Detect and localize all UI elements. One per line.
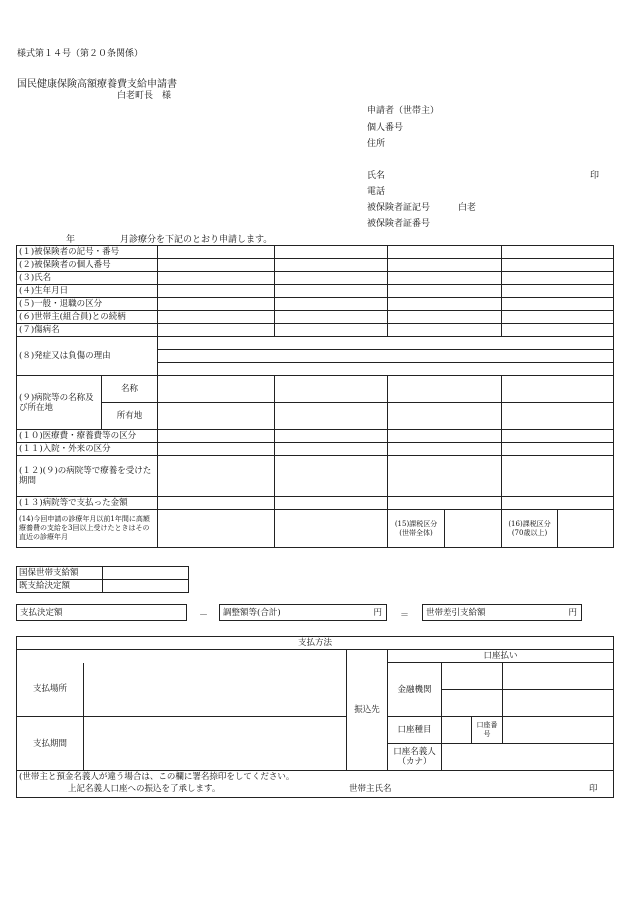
household-net-box[interactable] <box>422 604 582 621</box>
intro-text: 月診療分を下記のとおり申請します。 <box>120 235 273 245</box>
bank-label: 金融機関 <box>388 663 442 717</box>
account-holder-label: 口座名義人（カナ） <box>388 744 442 771</box>
row-label-amount-paid: (１３)病院等で支払った金額 <box>17 497 158 510</box>
account-type-label: 口座種目 <box>388 717 442 744</box>
payment-place-label: 支払場所 <box>17 663 84 717</box>
address-label: 住所 <box>367 139 386 149</box>
payment-decided-label: 支払決定額 <box>20 608 63 618</box>
already-decided-label: 既支給決定額 <box>17 580 103 593</box>
addressee: 白老町長 様 <box>117 91 172 101</box>
phone-label: 電話 <box>367 187 386 197</box>
household-amount-field[interactable] <box>103 567 189 580</box>
household-head-name-label: 世帯主氏名 <box>349 784 392 794</box>
payment-method-heading: 支払方法 <box>17 637 614 650</box>
personal-number-label: 個人番号 <box>367 123 404 133</box>
row-label-medical-category: (１０)医療費・療養費等の区分 <box>17 430 158 443</box>
household-net-yen: 円 <box>568 608 577 618</box>
bank-field-c[interactable] <box>442 690 503 717</box>
adjustment-yen: 円 <box>373 608 382 618</box>
account-number-field[interactable] <box>503 717 614 744</box>
payment-decided-box[interactable] <box>16 604 187 621</box>
row-label-insured-personal-no: (２)被保険者の個人番号 <box>17 259 158 272</box>
account-holder-field[interactable] <box>442 744 614 771</box>
payment-table <box>16 636 614 798</box>
row-label-relationship: (６)世帯主(組合員)との続柄 <box>17 311 158 324</box>
household-amount-label: 国保世帯支給額 <box>17 567 103 580</box>
tax-category-household-label: (15)課税区分(世帯全体) <box>388 510 445 548</box>
bank-field-b[interactable] <box>503 663 614 690</box>
transfer-to-label: 振込先 <box>347 650 388 771</box>
claim-table <box>16 245 614 548</box>
insurer-code-value: 白老 <box>458 203 477 213</box>
household-net-label: 世帯差引支給額 <box>426 608 486 618</box>
footer-seal-mark: 印 <box>589 784 598 794</box>
footer-consent: 上記名義人口座への振込を了承します。 <box>68 784 221 794</box>
row-label-hospital: (９)病院等の名称及び所在地 <box>17 376 102 430</box>
row-label-disease: (７)傷病名 <box>17 324 158 337</box>
footer-note: (世帯主と預金名義人が違う場合は、この欄に署名捺印をしてください。 <box>19 772 295 782</box>
form-title: 国民健康保険高額療養費支給申請書 <box>17 79 177 90</box>
row-label-previous-claims: (14)今回申請の診療年月以前1年間に高額療養費の支給を3回以上受けたときはその直近の診療年月 <box>17 510 158 548</box>
tax-category-70plus-field[interactable] <box>558 510 614 548</box>
already-decided-field[interactable] <box>103 580 189 593</box>
insurer-number-label: 被保険者証番号 <box>367 219 431 229</box>
bank-field-a[interactable] <box>442 663 503 690</box>
row-label-name: (３)氏名 <box>17 272 158 285</box>
row-label-insured-code: (１)被保険者の記号・番号 <box>17 246 158 259</box>
row-label-hospital-name: 名称 <box>102 376 158 403</box>
row-label-hospital-address: 所有地 <box>102 403 158 430</box>
insurer-code-label: 被保険者証記号 <box>367 203 431 213</box>
payment-period-field[interactable] <box>84 717 347 771</box>
row-label-onset-reason: (８)発症又は負傷の理由 <box>17 337 158 376</box>
row-label-treatment-period: (１２)(９)の病院等で療養を受けた期間 <box>17 456 158 497</box>
name-label: 氏名 <box>367 171 386 181</box>
totals-table <box>16 566 189 593</box>
account-number-label: 口座番号 <box>472 717 503 744</box>
minus-sign: － <box>199 611 209 621</box>
adjustment-box[interactable] <box>219 604 387 621</box>
row-label-general-retired: (５)一般・退職の区分 <box>17 298 158 311</box>
row-label-inout: (１１)入院・外来の区分 <box>17 443 158 456</box>
signature-row[interactable] <box>17 771 614 798</box>
account-payment-heading: 口座払い <box>388 650 614 663</box>
payment-period-label: 支払期間 <box>17 717 84 771</box>
applicant-role-label: 申請者（世帯主） <box>367 106 440 116</box>
equals-sign: ＝ <box>400 611 410 621</box>
form-number: 様式第１４号（第２０条関係） <box>17 49 144 59</box>
account-type-field[interactable] <box>442 717 472 744</box>
row-label-birthdate: (４)生年月日 <box>17 285 158 298</box>
tax-category-70plus-label: (16)課税区分(70歳以上) <box>502 510 558 548</box>
adjustment-label: 調整額等(合計) <box>223 608 281 618</box>
tax-category-household-field[interactable] <box>445 510 502 548</box>
payment-place-field[interactable] <box>84 663 347 717</box>
intro-year: 年 <box>66 235 76 245</box>
bank-field-d[interactable] <box>503 690 614 717</box>
seal-mark: 印 <box>590 171 600 181</box>
